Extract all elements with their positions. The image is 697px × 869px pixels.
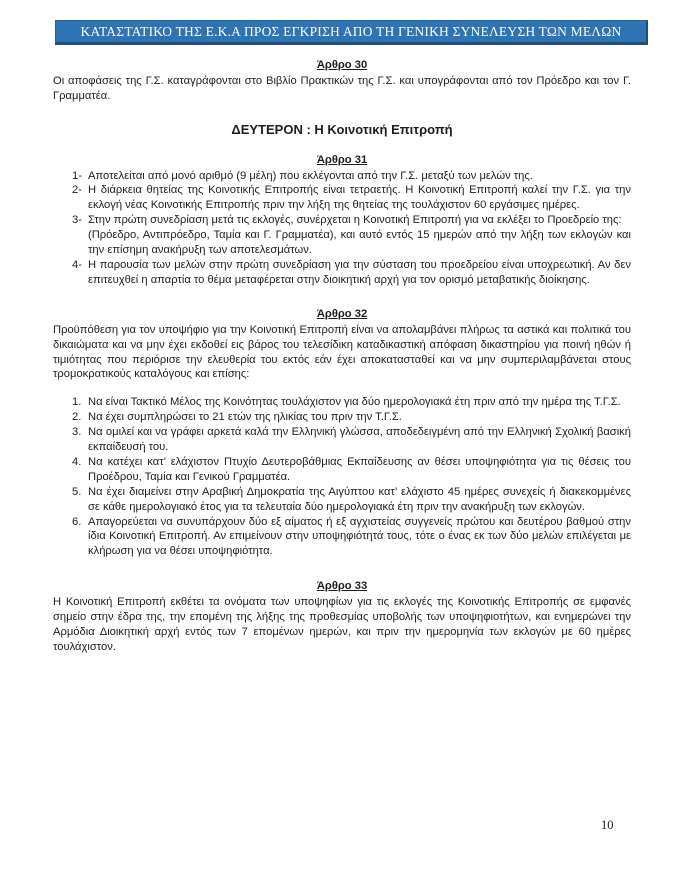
item-text: Η παρουσία των μελών στην πρώτη συνεδρίαση για την σύσταση του προεδρείου είναι υποχρεωτική. Αν δεν επιτευχθεί η απαρτία το θέμα μεταφέρεται στην διοικητική αρχή για τον ορισμό μεταβατικής διοίκησης.: [88, 258, 631, 286]
article-32-intro: Προϋπόθεση για τον υποψήφιο για την Κοινοτική Επιτροπή είναι να απολαμβάνει πλήρως τα αστικά και πολιτικά του δικαιώματα και να μην έχει εκδοθεί εις βάρος του τελεσίδικη καταδικαστική απόφαση δικαστηρίου για ποινή ηθών ή τιμιότητας που περιόρισε την ελευθερία του εκτός εάν έχει αποκατασταθεί και να μην συμπεριλαμβάνεται στους τρομοκρατικούς καταλόγους και επίσης:: [53, 323, 631, 381]
item-number: 2.: [72, 411, 82, 424]
item-number: 3.: [72, 426, 82, 439]
list-item: [53, 455, 631, 485]
item-text: Απαγορεύεται να συνυπάρχουν δύο εξ αίματος ή εξ αγχιστείας συγγενείς πρώτου και δευτέρου βαθμού στην ίδια Κοινοτική Επιτροπή. Αν επιμείνουν στην υποψηφιότητά τους, τότε ο ένας εκ των δύο μελών επιλέγεται με κλήρωση για να θέσει υποψηφιότητα.: [88, 515, 631, 558]
list-item: [53, 169, 631, 184]
list-item: [53, 258, 631, 288]
article-32-heading: Άρθρο 32: [316, 307, 368, 320]
document-title-banner: ΚΑΤΑΣΤΑΤΙΚΟ ΤΗΣ Ε.Κ.Α ΠΡΟΣ ΕΓΚΡΙΣΗ ΑΠΟ ΤΗ ΓΕΝΙΚΗ ΣΥΝΕΛΕΥΣΗ ΤΩΝ ΜΕΛΩΝ: [55, 20, 648, 45]
list-item: [53, 425, 631, 455]
item-text-continued: (Πρόεδρο, Αντιπρόεδρο, Ταμία και Γ. Γραμματέα), και αυτό εντός 15 ημερών από την λήξη των εκλογών και την επίσημη ανακήρυξη των αποτελεσμάτων.: [88, 229, 631, 257]
item-text: Να ομιλεί και να γράφει αρκετά καλά την Ελληνική γλώσσα, αποδεδειγμένη από την Ελληνική Σχολική βασική εκπαίδευσή του.: [88, 426, 631, 454]
item-number: 1-: [72, 169, 82, 182]
page-number: 10: [601, 818, 614, 832]
item-text: Στην πρώτη συνεδρίαση μετά τις εκλογές, συνέρχεται η Κοινοτική Επιτροπή για να εκλέξει το Προεδρείο της:: [88, 214, 622, 227]
article-33-heading: Άρθρο 33: [316, 580, 368, 593]
item-number: 4-: [72, 258, 82, 271]
article-31-heading: Άρθρο 31: [316, 153, 368, 166]
list-item: [53, 395, 631, 410]
item-text: Να είναι Τακτικό Μέλος της Κοινότητας τουλάχιστον για δύο ημερολογιακά έτη πριν από την ημέρα της Τ.Γ.Σ.: [88, 396, 621, 409]
list-item: [53, 183, 631, 213]
item-number: 3-: [72, 214, 82, 227]
item-number: 2-: [72, 184, 82, 197]
article-33-body: Η Κοινοτική Επιτροπή εκθέτει τα ονόματα των υποψηφίων για τις εκλογές της Κοινοτικής Επιτροπής σε εμφανές σημείο στην έδρα της, την επομένη της λήξης της προθεσμίας υποβολής των υποψηφιοτήτων, και ενημερώνει την Αρμόδια Διοικητική αρχή εντός των 7 επομένων ημερών, και πριν την ημερομηνία των εκλογών με 60 ημέρες τουλάχιστον.: [53, 596, 631, 653]
item-text: Η διάρκεια θητείας της Κοινοτικής Επιτροπής είναι τετραετής. Η Κοινοτική Επιτροπή καλεί την Γ.Σ. για την εκλογή νέας Κοινοτικής Επιτροπής πριν την λήξη της θητείας της τουλάχιστον 60 εργάσιμες ημέρες.: [88, 184, 631, 212]
document-body: [53, 58, 631, 655]
article-30-heading: Άρθρο 30: [316, 59, 368, 71]
article-32-list: [53, 395, 631, 559]
article-30-body: Οι αποφάσεις της Γ.Σ. καταγράφονται στο Βιβλίο Πρακτικών της Γ.Σ. και υπογράφονται από τον Πρόεδρο και τον Γ. Γραμματέα.: [53, 74, 631, 102]
item-number: 4.: [72, 455, 82, 468]
list-item: [53, 515, 631, 560]
list-item: [53, 213, 631, 258]
list-item: [53, 410, 631, 425]
item-number: 6.: [72, 515, 82, 528]
item-text: Να κατέχει κατ’ ελάχιστον Πτυχίο Δευτεροβάθμιας Εκπαίδευσης αν θέσει υποψηφιότητα για τις θέσεις του Προέδρου, Ταμία και Γενικού Γραμματέα.: [88, 455, 631, 483]
article-31-list: [53, 169, 631, 288]
item-text: Να έχει διαμείνει στην Αραβική Δημοκρατία της Αιγύπτου κατ’ ελάχιστο 45 ημέρες συνεχείς ή διακεκομμένες σε κάθε ημερολογιακό έτος για τα τελευταία δύο ημερολογιακά έτη πριν την ανακήρυξη των εκλογών.: [88, 485, 631, 513]
item-number: 1.: [72, 396, 82, 409]
list-item: [53, 485, 631, 515]
item-number: 5.: [72, 485, 82, 498]
item-text: Αποτελείται από μονό αριθμό (9 μέλη) που εκλέγονται από την Γ.Σ. μεταξύ των μελών της.: [88, 169, 533, 182]
section-deyteron-heading: ΔΕΥΤΕΡΟΝ : Η Κοινοτική Επιτροπή: [231, 121, 453, 137]
item-text: Να έχει συμπληρώσει το 21 ετών της ηλικίας του πριν την Τ.Γ.Σ.: [88, 411, 402, 424]
